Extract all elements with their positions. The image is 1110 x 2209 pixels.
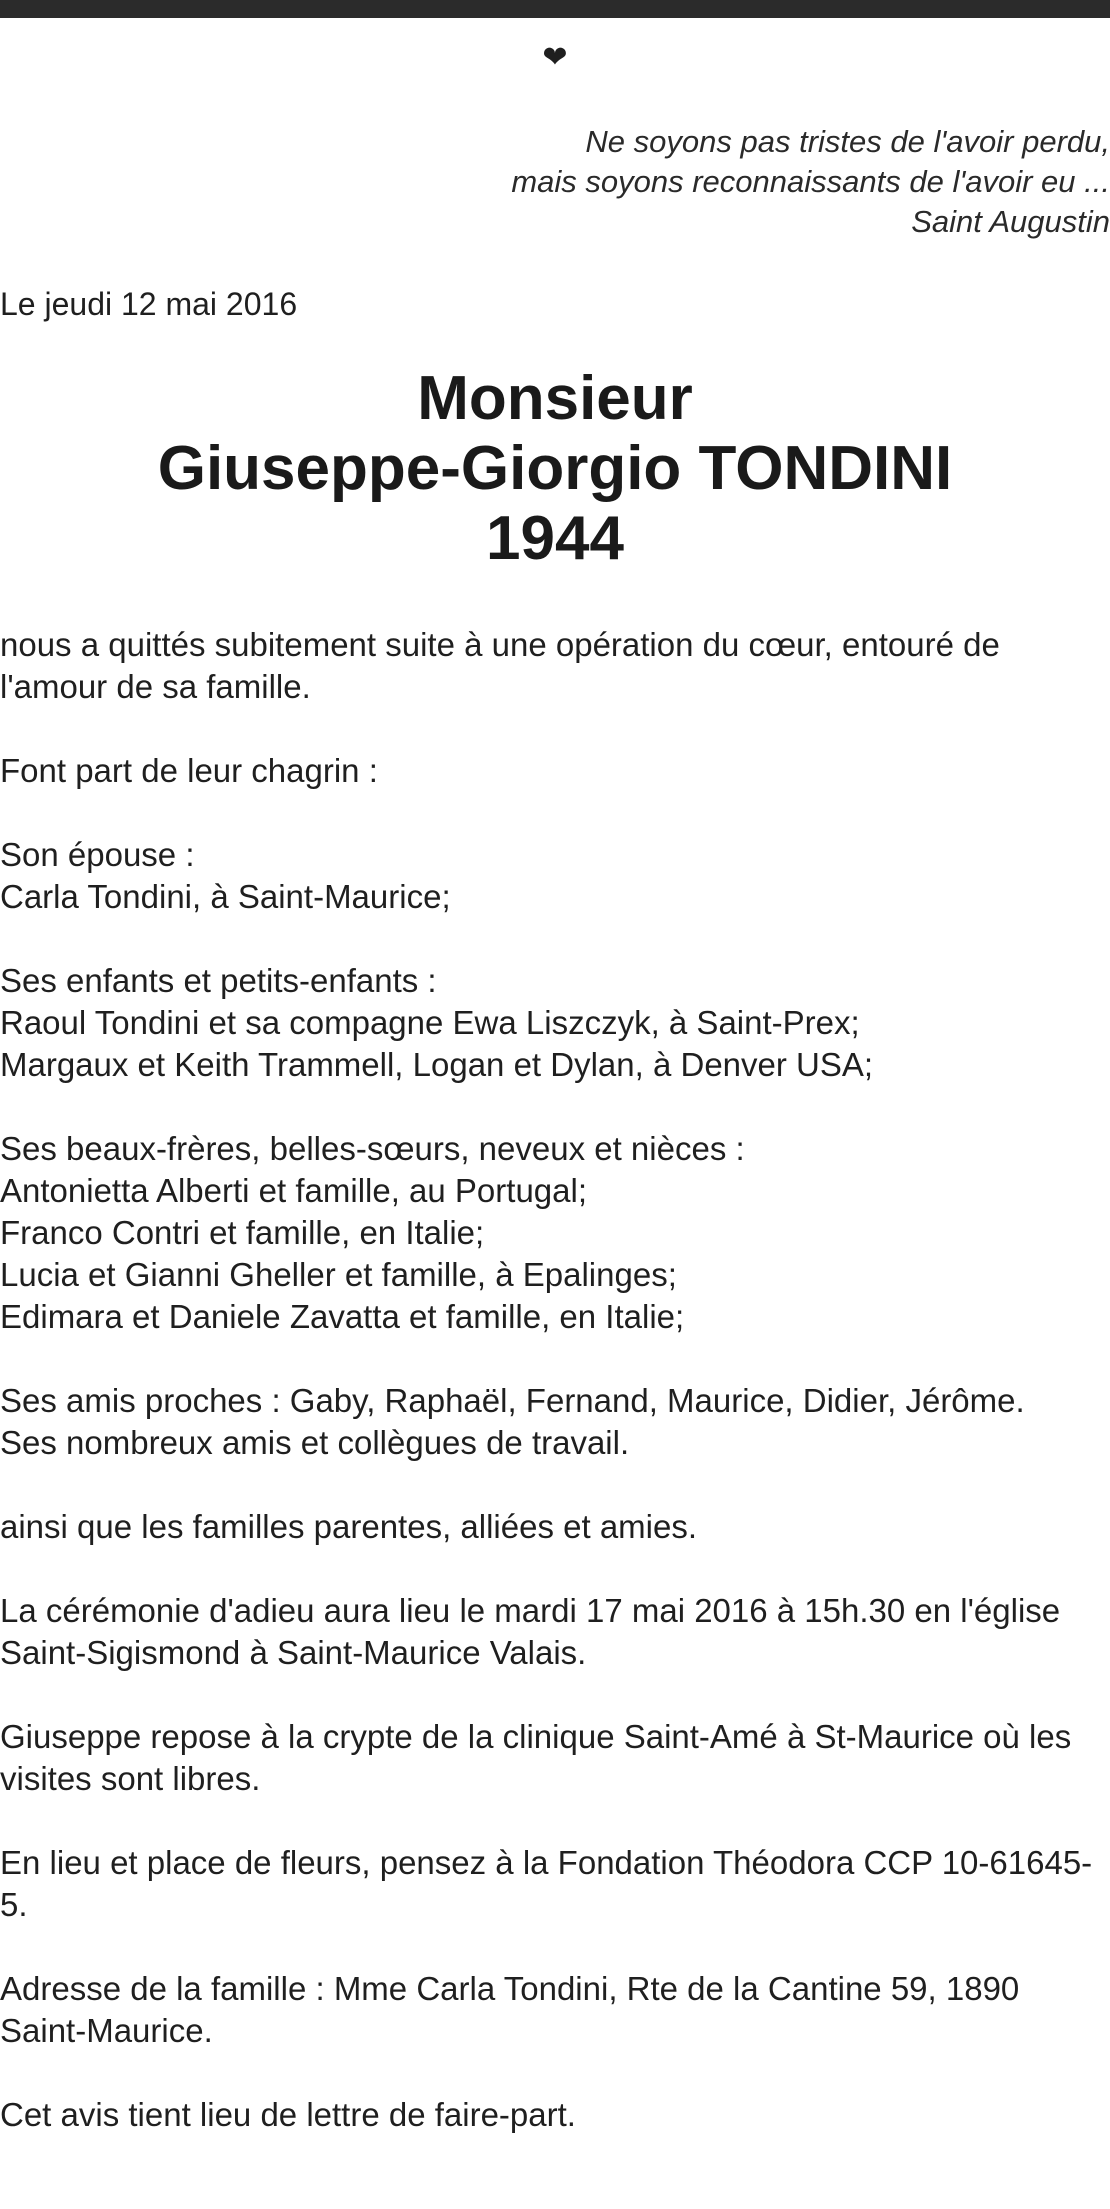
body-line: Antonietta Alberti et famille, au Portugal;	[0, 1172, 588, 1209]
quote-author: Saint Augustin	[911, 204, 1110, 239]
body-line: l'amour de sa famille.	[0, 668, 311, 705]
deceased-name: Giuseppe-Giorgio TONDINI	[157, 434, 953, 503]
body-paragraph	[0, 1968, 1110, 2052]
body-line: Ses amis proches : Gaby, Raphaël, Fernand, Maurice, Didier, Jérôme.	[0, 1382, 1025, 1419]
announcement-date: Le jeudi 12 mai 2016	[0, 286, 298, 322]
deceased-title: Monsieur	[417, 364, 693, 433]
body-line: En lieu et place de fleurs, pensez à la Fondation Théodora CCP 10-61645-	[0, 1844, 1093, 1881]
top-rule	[0, 0, 1110, 18]
quote-line: Ne soyons pas tristes de l'avoir perdu,	[585, 124, 1110, 159]
body-paragraph	[0, 1842, 1110, 1926]
body-line: Son épouse :	[0, 836, 195, 873]
body-paragraph	[0, 1506, 1110, 1548]
quote-line: mais soyons reconnaissants de l'avoir eu ...	[511, 164, 1110, 199]
body-line: Ses nombreux amis et collègues de travail.	[0, 1424, 630, 1461]
body-line: Carla Tondini, à Saint-Maurice;	[0, 878, 451, 915]
body-line: nous a quittés subitement suite à une opération du cœur, entouré de	[0, 626, 1000, 663]
epigraph-quote	[210, 122, 1110, 242]
body-paragraph	[0, 624, 1110, 708]
body-line: Saint-Sigismond à Saint-Maurice Valais.	[0, 1634, 587, 1671]
body-line: ainsi que les familles parentes, alliées et amies.	[0, 1508, 698, 1545]
deceased-year: 1944	[486, 504, 624, 573]
body-line: Cet avis tient lieu de lettre de faire-part.	[0, 2096, 576, 2133]
body-line: Franco Contri et famille, en Italie;	[0, 1214, 485, 1251]
body-line: Adresse de la famille : Mme Carla Tondini, Rte de la Cantine 59, 1890	[0, 1970, 1020, 2007]
body-paragraph	[0, 960, 1110, 1086]
body-paragraph	[0, 834, 1110, 918]
body-line: Raoul Tondini et sa compagne Ewa Liszczyk, à Saint-Prex;	[0, 1004, 860, 1041]
body-line: Ses enfants et petits-enfants :	[0, 962, 437, 999]
body-paragraph	[0, 750, 1110, 792]
body-paragraph	[0, 1128, 1110, 1338]
body-line: Edimara et Daniele Zavatta et famille, en Italie;	[0, 1298, 685, 1335]
heart-icon: ❤	[542, 40, 568, 75]
body-line: Margaux et Keith Trammell, Logan et Dylan, à Denver USA;	[0, 1046, 874, 1083]
body-paragraph	[0, 2094, 1110, 2136]
body-line: 5.	[0, 1886, 28, 1923]
body-paragraph	[0, 1590, 1110, 1674]
body-paragraph	[0, 1716, 1110, 1800]
body-line: visites sont libres.	[0, 1760, 261, 1797]
body-line: Giuseppe repose à la crypte de la clinique Saint-Amé à St-Maurice où les	[0, 1718, 1072, 1755]
deceased-heading	[0, 364, 1110, 574]
body-line: Saint-Maurice.	[0, 2012, 213, 2049]
body-line: La cérémonie d'adieu aura lieu le mardi 17 mai 2016 à 15h.30 en l'église	[0, 1592, 1061, 1629]
announcement-body	[0, 624, 1110, 2178]
body-line: Font part de leur chagrin :	[0, 752, 378, 789]
body-paragraph	[0, 1380, 1110, 1464]
body-line: Ses beaux-frères, belles-sœurs, neveux et nièces :	[0, 1130, 745, 1167]
body-line: Lucia et Gianni Gheller et famille, à Epalinges;	[0, 1256, 677, 1293]
